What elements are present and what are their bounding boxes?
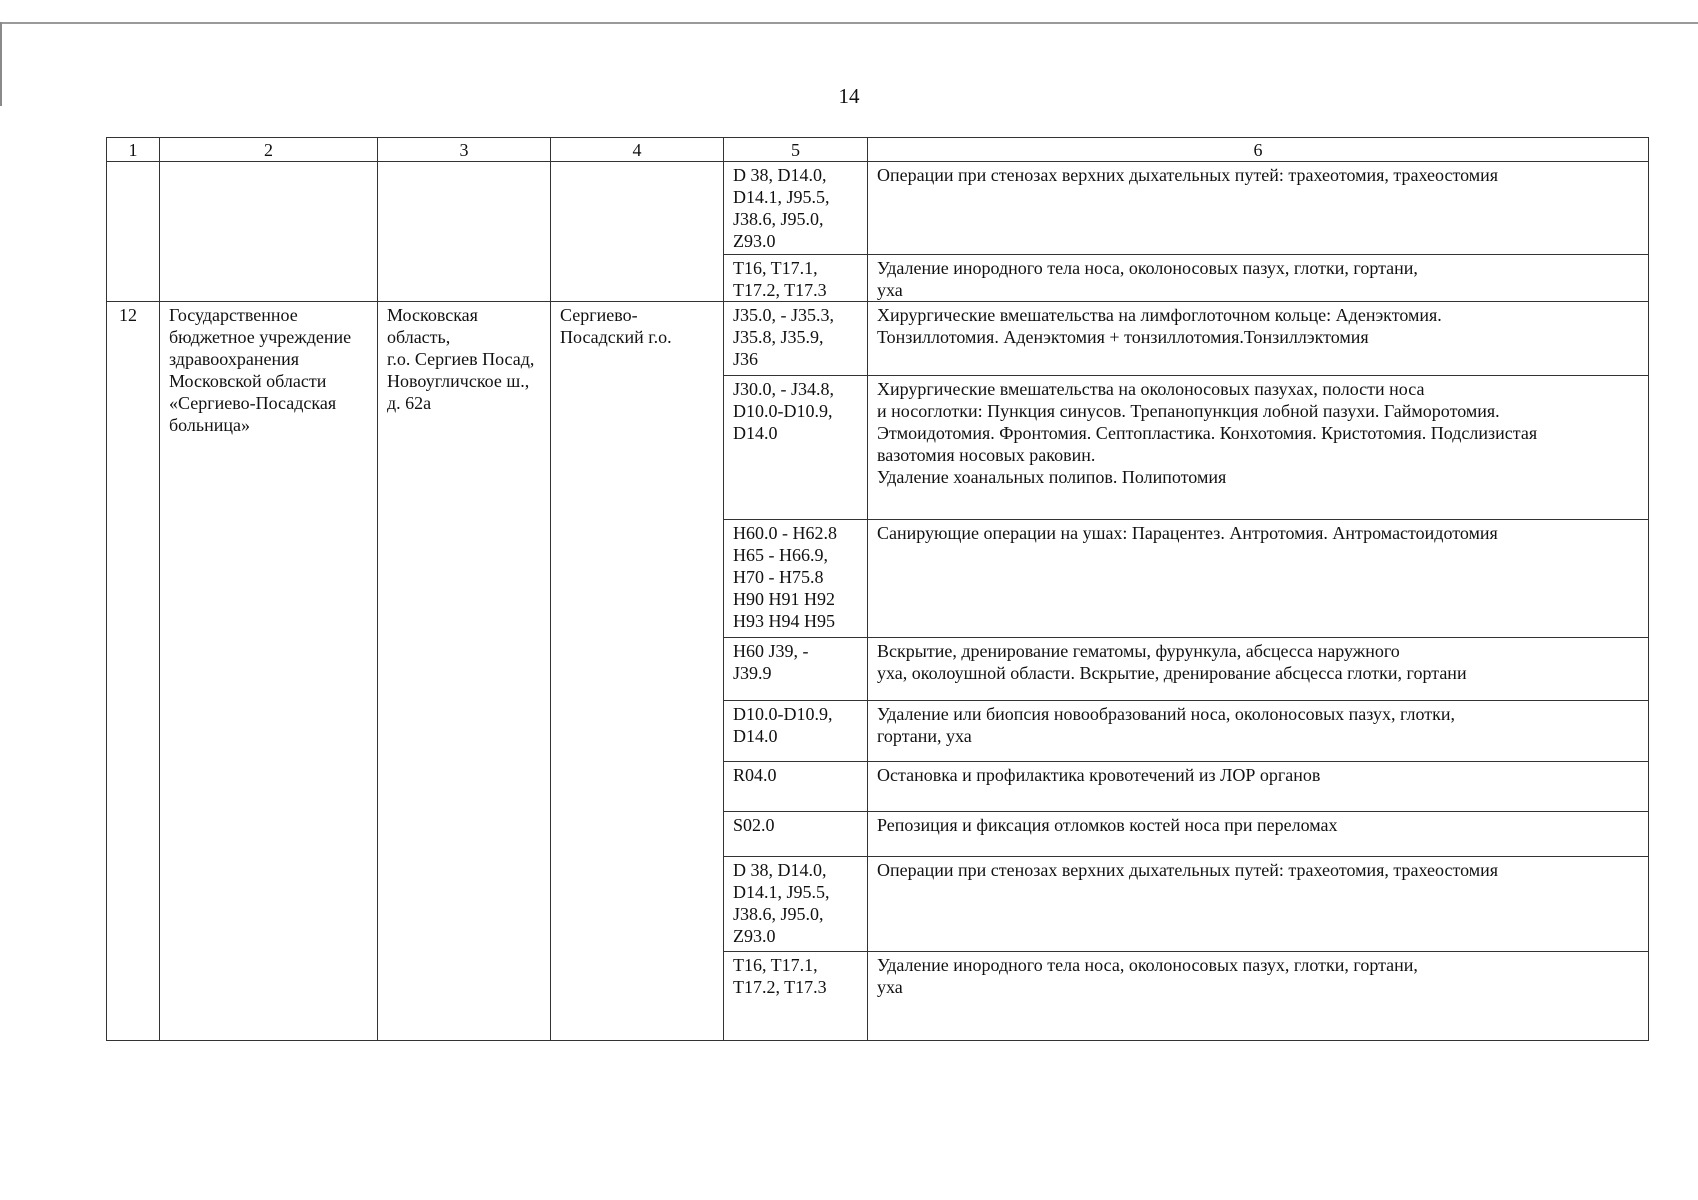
procedure-description-cell: Операции при стенозах верхних дыхательных путей: трахеотомия, трахеостомия [868,856,1649,952]
icd-codes-cell: S02.0 [724,812,868,857]
column-header: 1 [107,138,160,162]
icd-codes-cell: H60 J39, - J39.9 [724,638,868,701]
icd-codes-cell: D 38, D14.0, D14.1, J95.5, J38.6, J95.0, Z93.0 [724,856,868,952]
procedure-description-cell: Вскрытие, дренирование гематомы, фурункула, абсцесса наружного уха, околоушной области. Вскрытие, дренирование абсцесса глотки, гортани [868,638,1649,701]
entry-number: 12 [107,302,160,1041]
procedure-description-cell: Санирующие операции на ушах: Парацентез. Антротомия. Антромастоидотомия [868,520,1649,638]
column-header: 4 [551,138,724,162]
icd-codes-cell: T16, T17.1, T17.2, T17.3 [724,254,868,302]
column-header: 3 [378,138,551,162]
organization-cell-empty [160,162,378,302]
procedure-description-cell: Остановка и профилактика кровотечений из ЛОР органов [868,762,1649,812]
procedure-description-cell: Удаление или биопсия новообразований носа, околоносовых пазух, глотки, гортани, уха [868,701,1649,762]
table-row [107,162,1649,255]
page-number: 14 [838,84,860,108]
column-header: 5 [724,138,868,162]
icd-codes-cell: T16, T17.1, T17.2, T17.3 [724,952,868,1041]
table-row [107,302,1649,375]
icd-codes-cell: D10.0-D10.9, D14.0 [724,701,868,762]
column-header: 2 [160,138,378,162]
municipal-district: Сергиево-Посадский г.о. [551,302,724,1041]
icd-codes-cell: D 38, D14.0, D14.1, J95.5, J38.6, J95.0, Z93.0 [724,162,868,255]
district-cell-empty [551,162,724,302]
organization-address: Московская область, г.о. Сергиев Посад, Новоугличское ш., д. 62а [378,302,551,1041]
procedure-description-cell: Удаление инородного тела носа, околоносовых пазух, глотки, гортани, уха [868,952,1649,1041]
procedure-description-cell: Хирургические вмешательства на околоносовых пазухах, полости носа и носоглотки: Пункция синусов. Трепанопункция лобной пазухи. Гайморотомия. Этмоидотомия. Фронтомия. Септопластика. Конхотомия. Кристотомия. Подслизистая вазотомия носовых раковин. Удаление хоанальных полипов. Полипотомия [868,375,1649,519]
icd-codes-cell: J30.0, - J34.8, D10.0-D10.9, D14.0 [724,375,868,519]
procedure-description-cell: Репозиция и фиксация отломков костей носа при переломах [868,812,1649,857]
address-cell-empty [378,162,551,302]
procedure-description-cell: Хирургические вмешательства на лимфоглоточном кольце: Аденэктомия. Тонзиллотомия. Аденэктомия + тонзиллотомия.Тонзиллэктомия [868,302,1649,375]
procedure-description-cell: Удаление инородного тела носа, околоносовых пазух, глотки, гортани, уха [868,254,1649,302]
column-header: 6 [868,138,1649,162]
header-row [107,138,1649,162]
organization-name: Государственное бюджетное учреждение здравоохранения Московской области «Сергиево-Посадская больница» [160,302,378,1041]
icd-codes-cell: J35.0, - J35.3, J35.8, J35.9, J36 [724,302,868,375]
scan-edge-top [0,22,1698,24]
icd-codes-cell: H60.0 - H62.8 H65 - H66.9, H70 - H75.8 H90 H91 H92 H93 H94 H95 [724,520,868,638]
icd-codes-cell: R04.0 [724,762,868,812]
medical-facilities-table [106,137,1649,1041]
number-cell-empty [107,162,160,302]
procedure-description-cell: Операции при стенозах верхних дыхательных путей: трахеотомия, трахеостомия [868,162,1649,255]
